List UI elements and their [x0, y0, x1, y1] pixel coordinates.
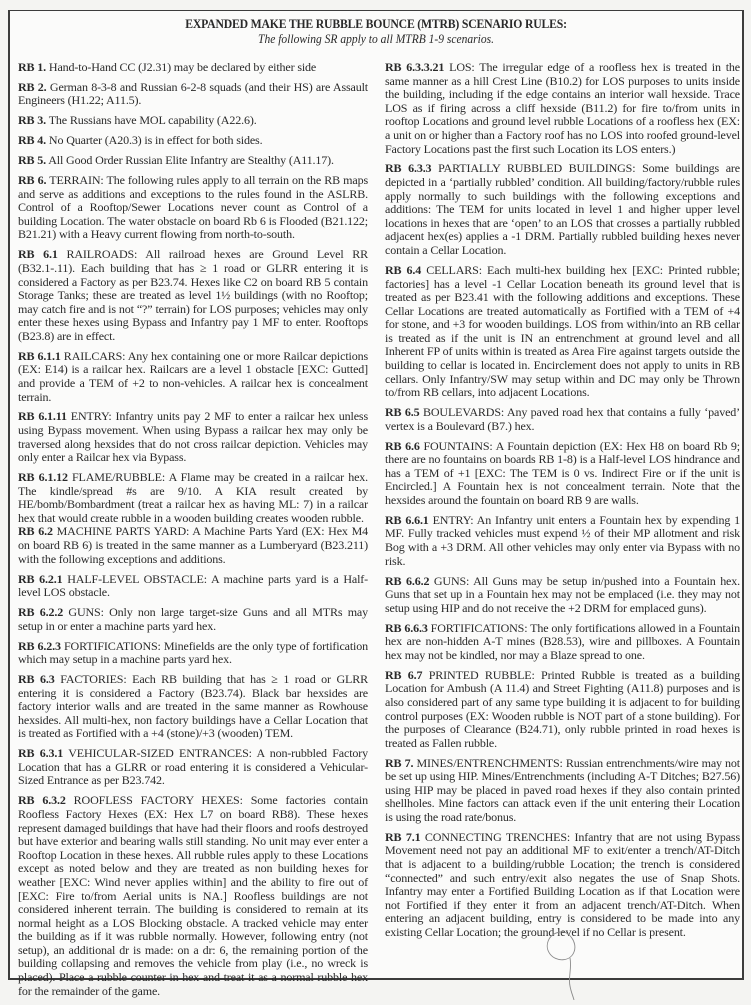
rule-id: RB 6.1.12: [18, 470, 68, 485]
rule-text: FLAME/RUBBLE: A Flame may be created in a railcar hex. The kindle/spread #s are 9/10. A KIA result created by HE/bomb/Bombardment (treat a railcar hex as having ML: 7) in a railcar hex that would create rubble in a wooden building creates wooden rubble.: [18, 470, 368, 525]
rule-text: All Good Order Russian Elite Infantry are Stealthy (A11.17).: [46, 153, 334, 168]
rule-id: RB 4.: [18, 133, 47, 148]
rule-id: RB 6.3.3: [385, 161, 432, 176]
rule-text: No Quarter (A20.3) is in effect for both sides.: [46, 133, 263, 148]
rule-text: MACHINE PARTS YARD: A Machine Parts Yard (EX: Hex M4 on board RB 6) is treated in the same manner as a Lumberyard (B23.211) with the following exceptions and additions.: [18, 524, 368, 566]
rule-rb7-1: [385, 831, 740, 940]
rule-text: PRINTED RUBBLE: Printed Rubble is treated as a building Location for Ambush (A 11.4) and Street Fighting (A11.8) purposes and is also considered part of any same type building it is adjacent to for building control purposes (EX: Wooden rubble is NOT part of a stone building). For the purposes of Clearance (B24.71), only rubble printed in road hexes is treated as Fallen rubble.: [385, 667, 741, 750]
rule-text: ROOFLESS FACTORY HEXES: Some factories contain Roofless Factory Hexes (EX: Hex L7 on board RB8). These hexes represent damaged buildings that have had their floors and roofs destroyed but have exterior and bearing walls still standing. No unit may ever enter a Rooftop Location in these hexes. All rubble rules apply to these Locations except as noted below and they are treated as non building hexes for weather [EXC: Wind never applies within] and the ability to fire out of [EXC: Fire to/from Aerial units is NA.] Roofless buildings are not considered inherent terrain. The building is considered to remain at its normal height as a LOS Blocking obstacle. A tracked vehicle may enter the building as if it was rubble normally. However, following entry (not setup), an additional dr is made: on a dr: 6, the remaining portion of the building collapsing and removes the vehicle from play (i.e., no wreck is placed). Place a rubble counter in hex and treat it as a normal rubble hex for the remainder of the game.: [18, 793, 368, 998]
rule-text: LOS: The irregular edge of a roofless hex is treated in the same manner as a hill Crest Line (B10.2) for LOS purposes to units inside the building, including if the edge contains an interior wall hexside. Trace LOS as if firing across a cliff hexside (B11.2) for fire to/from units in rooftop Locations and ground level rubble Locations of a roofless hex (EX: a unit on or higher than a Factory roof has no LOS into roofed ground-level Factory Locations past the first such Location its LOS enters.): [385, 60, 740, 156]
rule-text: BOULEVARDS: Any paved road hex that contains a fully ‘paved’ vertex is a Boulevard (B7.) hex.: [385, 405, 741, 433]
rule-text: VEHICULAR-SIZED ENTRANCES: A non-rubbled Factory Location that has a GLRR or road entering it is considered a Vehicular-Sized Entrance as per B23.742.: [18, 746, 369, 788]
rule-id: RB 6.2: [18, 524, 53, 539]
rule-rb6-1: [18, 248, 368, 343]
rule-id: RB 5.: [18, 153, 47, 168]
rule-text: GUNS: All Guns may be setup in/pushed into a Fountain hex. Guns that set up in a Fountain hex may not be emplaced (i.e. they may not setup using HIP and do not receive the +2 DRM for emplaced guns).: [385, 573, 740, 615]
rule-text: PARTIALLY RUBBLED BUILDINGS: Some buildings are depicted in a ‘partially rubbled’ condition. All building/factory/rubble rules apply normally to such buildings with the following exceptions and additions: The TEM for units located in level 1 and higher upper level locations in hexes that are ‘open’ to an LOS that crosses a partially rubbled adjacent hex(es) applies a -1 DRM. Partially rubbled building hexes never contain a Cellar Location.: [385, 161, 740, 258]
rule-rb6-1-1: [18, 350, 368, 404]
rule-rb6-3-3: [385, 162, 740, 257]
rule-id: RB 2.: [18, 79, 47, 94]
rule-text: Hand-to-Hand CC (J2.31) may be declared by either side: [46, 60, 317, 74]
rule-rb6-1-11: [18, 410, 368, 464]
rule-rb4: [18, 134, 368, 148]
rule-rb6-7: [385, 669, 740, 751]
rule-id: RB 6.1.11: [18, 409, 67, 424]
rule-text: German 8-3-8 and Russian 6-2-8 squads (and their HS) are Assault Engineers (H1.22; A11.5).: [18, 79, 368, 108]
rule-id: RB 6.3: [18, 672, 55, 687]
rule-text: FOUNTAINS: A Fountain depiction (EX: Hex H8 on board Rb 9; there are no fountains on boards RB 1-8) is a Half-level LOS hindrance and has a TEM of +1 [EXC: The TEM is 0 vs. Indirect Fire or if the unit is Encircled.] A Fountain hex is not concealment terrain. Note that the hexsides around the fountain on board RB 9 are walls.: [385, 438, 740, 507]
rule-id: RB 6.6: [385, 438, 420, 453]
rule-rb6-2-3: [18, 640, 368, 667]
rule-text: ENTRY: An Infantry unit enters a Fountain hex by expending 1 MF. Fully tracked vehicles must expend ½ of their MP allotment and risk Bog with a +3 DRM. All other vehicles may only enter via Bypass with no risk.: [385, 512, 741, 568]
rule-rb6-3-1: [18, 747, 368, 788]
rule-id: RB 6.3.1: [18, 746, 64, 761]
rule-rb6-3: [18, 673, 368, 741]
rule-rb6-6-1: [385, 514, 740, 568]
rules-box: [8, 10, 744, 998]
rule-id: RB 6.: [18, 173, 47, 188]
rule-id: RB 6.1.1: [18, 348, 61, 363]
rule-id: RB 6.2.1: [18, 571, 63, 586]
rule-rb6-2-2: [18, 606, 368, 633]
rule-id: RB 7.: [385, 755, 414, 770]
rule-rb1: [18, 61, 368, 75]
rule-rb6-2-1: [18, 573, 368, 600]
rule-id: RB 6.2.2: [18, 605, 64, 620]
left-column: [18, 61, 368, 1005]
rule-text: The Russians have MOL capability (A22.6).: [46, 113, 257, 128]
rule-text: TERRAIN: The following rules apply to all terrain on the RB maps and serve as additions and exceptions to the rules found in the ASLRB. Control of a Rooftop/Sewer Locations never count as Control of a building Location. The water obstacle on board Rb 6 is Flooded (B21.122; B21.21) with a Heavy current flowing from north-to-south.: [18, 173, 368, 242]
rule-rb3: [18, 114, 368, 128]
rule-id: RB 6.4: [385, 262, 422, 277]
rule-rb7: [385, 757, 740, 825]
rule-id: RB 6.5: [385, 405, 420, 420]
rule-text: MINES/ENTRENCHMENTS: Russian entrenchments/wire may not be set up using HIP. Mines/Entrenchments (including A-T Ditches; B27.56) using HIP may be placed in paved road hexes if they also contain printed shellholes. Mine factors can attack even if the unit entering their Location is using the road rate/bonus.: [385, 755, 740, 824]
rule-rb5: [18, 154, 368, 168]
rule-rb6-4: [385, 264, 740, 400]
rule-id: RB 6.2.3: [18, 638, 61, 653]
rule-rb6-6-3: [385, 622, 740, 663]
page-title: EXPANDED MAKE THE RUBBLE BOUNCE (MTRB) SCENARIO RULES:: [185, 17, 567, 31]
rule-text: HALF-LEVEL OBSTACLE: A machine parts yard is a Half-level LOS obstacle.: [18, 571, 369, 600]
rule-text: FACTORIES: Each RB building that has ≥ 1 road or GLRR entering it is considered a Factory (B23.74). Black bar hexsides are factory interior walls and are treated in the same manner as Rowhouse hexsides. All multi-hex, non factory buildings have a Cellar Location that is treated as Fortified with a +4 (stone)/+3 (wooden) TEM.: [18, 672, 368, 741]
rule-text: RAILCARS: Any hex containing one or more Railcar depictions (EX: E14) is a railcar hex. Railcars are a level 1 obstacle [EXC: Gutted] and provide a TEM of +2 to non-vehicles. A railcar hex is concealment terrain.: [18, 348, 368, 404]
rule-text: FORTIFICATIONS: The only fortifications allowed in a Fountain hex are non-hidden A-T mines (B28.53), wire and pillboxes. A Fountain hex may not be kindled, nor may a Blaze spread to one.: [385, 620, 740, 662]
rule-rb6: [18, 174, 368, 242]
rule-id: RB 6.6.2: [385, 573, 430, 588]
page-subtitle: The following SR apply to all MTRB 1-9 scenarios.: [258, 32, 494, 46]
rule-rb6-6: [385, 440, 740, 508]
rule-text: RAILROADS: All railroad hexes are Ground Level RR (B32.1-.11). Each building that has ≥ 1 road or GLRR entering it is considered a Factory as per B23.74. Hexes like C2 on board RB 5 contain Storage Tanks; these are treated as level 1½ buildings (with no Rooftop; may catch fire and is not “?” terrain) for LOS purposes; vehicles may only enter these hexes using Bypass and Infantry pay 1 MF to enter. Rooftops (B23.8) are in effect.: [18, 247, 368, 343]
header: [10, 17, 742, 46]
rule-id: RB 6.6.3: [385, 620, 428, 635]
rule-text: ENTRY: Infantry units pay 2 MF to enter a railcar hex unless using Bypass movement. When using Bypass a railcar hex may only be traversed along hexsides that do not cross railcar depiction. Vehicles may only enter a Railcar hex via Bypass.: [18, 409, 368, 465]
rule-text: GUNS: Only non large target-size Guns and all MTRs may setup in or enter a machine parts yard hex.: [18, 605, 368, 633]
rule-id: RB 3.: [18, 113, 47, 128]
rule-rb6-5: [385, 406, 740, 433]
rule-id: RB 6.1: [18, 247, 58, 262]
rule-id: RB 7.1: [385, 829, 421, 844]
rule-rb6-6-2: [385, 575, 740, 616]
rule-rb6-1-12: [18, 471, 368, 525]
rule-rb6-2: [18, 525, 368, 566]
rule-id: RB 6.3.2: [18, 793, 66, 808]
rule-rb2: [18, 81, 368, 108]
rule-id: RB 1.: [18, 60, 47, 74]
right-column: [385, 61, 740, 946]
rule-text: CELLARS: Each multi-hex building hex [EXC: Printed rubble; factories] has a level -1 Cellar Location beneath its ground level that is treated as per B23.41 with the following additions and exceptions. These Cellar Locations are treated automatically as Fortified with a TEM of +4 for stone, and +3 for wooden buildings. LOS from within/into an RB cellar is treated as if the unit is IN an entrenchment at ground level and all Inherent FP of units within is treated as Area Fire against targets outside the building to cellar is located in. Encirclement does not apply to units in RB cellars. Only Infantry/SW may setup within and DC may only be Thrown to/from RB cellars, into adjacent Locations.: [385, 262, 740, 400]
rule-id: RB 6.3.3.21: [385, 60, 445, 74]
rule-rb6-3-2: [18, 794, 368, 998]
rule-id: RB 6.6.1: [385, 512, 429, 527]
rule-id: RB 6.7: [385, 667, 423, 682]
rule-text: CONNECTING TRENCHES: Infantry that are not using Bypass Movement need not pay an additional MF to exit/enter a trench/AT-Ditch that is adjacent to a building/rubble Location; the trench is considered “connected” and such entry/exit also negates the use of Snap Shots. Infantry may enter a Fortified Building Location as if that Location were not Fortified if they enter it from an adjacent trench/AT-Ditch. When entering an adjacent building, entry is considered to be made into any existing Cellar Location; the ground level if no Cellar is present.: [385, 829, 741, 939]
rule-text: FORTIFICATIONS: Minefields are the only type of fortification which may setup in a machine parts yard hex.: [18, 638, 368, 667]
rule-rb6-3-3-21: [385, 61, 740, 156]
